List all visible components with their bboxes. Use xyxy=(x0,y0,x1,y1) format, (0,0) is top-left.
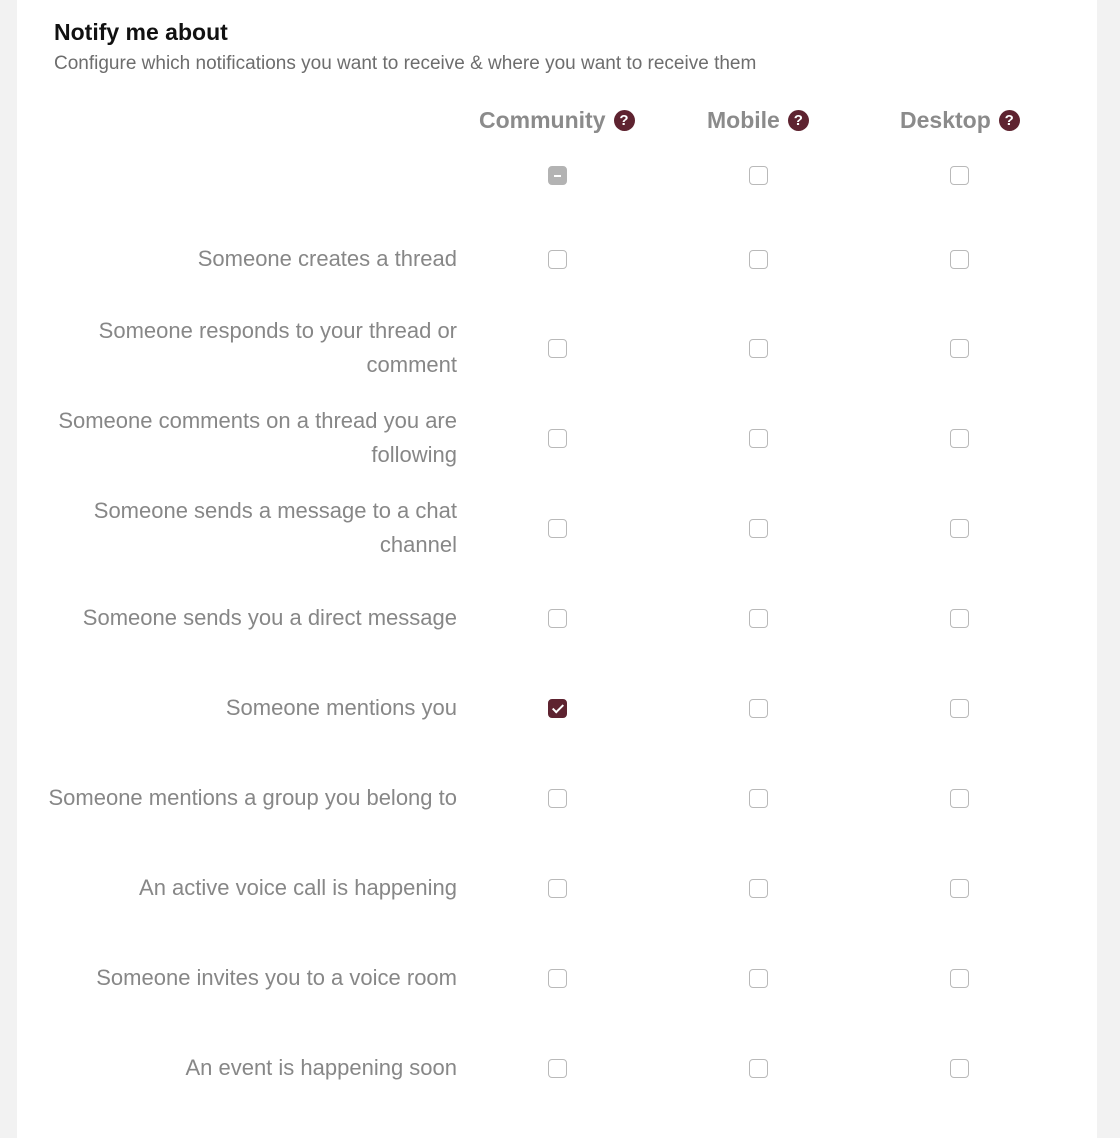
notification-community-checkbox[interactable] xyxy=(548,1059,567,1078)
notification-mobile-checkbox[interactable] xyxy=(749,519,768,538)
notification-settings-panel xyxy=(17,0,1097,1138)
notification-mobile-checkbox[interactable] xyxy=(749,699,768,718)
notification-desktop-checkbox[interactable] xyxy=(950,1059,969,1078)
select-all-desktop-checkbox[interactable] xyxy=(950,166,969,185)
notification-row-label: Someone mentions you xyxy=(225,695,457,720)
notification-desktop-checkbox[interactable] xyxy=(950,969,969,988)
section-subtitle: Configure which notifications you want to receive & where you want to receive them xyxy=(54,53,757,74)
notification-community-checkbox[interactable] xyxy=(548,969,567,988)
notification-mobile-checkbox[interactable] xyxy=(749,969,768,988)
notification-desktop-checkbox[interactable] xyxy=(950,519,969,538)
column-header-community xyxy=(479,107,635,134)
notification-row-label: Someone creates a thread xyxy=(197,246,457,271)
notification-desktop-checkbox[interactable] xyxy=(950,339,969,358)
notification-desktop-checkbox[interactable] xyxy=(950,250,969,269)
column-header-desktop xyxy=(900,107,1020,134)
notification-mobile-checkbox[interactable] xyxy=(749,339,768,358)
notification-community-checkbox[interactable] xyxy=(548,609,567,628)
notification-desktop-checkbox[interactable] xyxy=(950,789,969,808)
notification-row-label: Someone sends you a direct message xyxy=(82,605,457,630)
select-all-mobile-checkbox[interactable] xyxy=(749,166,768,185)
notification-desktop-checkbox[interactable] xyxy=(950,429,969,448)
notification-mobile-checkbox[interactable] xyxy=(749,250,768,269)
notification-desktop-checkbox[interactable] xyxy=(950,609,969,628)
notification-mobile-checkbox[interactable] xyxy=(749,1059,768,1078)
notification-mobile-checkbox[interactable] xyxy=(749,609,768,628)
help-icon[interactable]: ? xyxy=(999,110,1020,131)
notification-community-checkbox[interactable] xyxy=(548,699,567,718)
notification-row-label: Someone mentions a group you belong to xyxy=(48,785,457,810)
notification-community-checkbox[interactable] xyxy=(548,789,567,808)
notification-mobile-checkbox[interactable] xyxy=(749,429,768,448)
section-title: Notify me about xyxy=(54,19,228,45)
notification-community-checkbox[interactable] xyxy=(548,250,567,269)
help-icon[interactable]: ? xyxy=(614,110,635,131)
notification-row-label: Someone invites you to a voice room xyxy=(96,965,457,990)
notification-row-label: Someone responds to your thread or comment xyxy=(98,318,457,377)
column-header-label: Mobile xyxy=(707,107,780,133)
notification-community-checkbox[interactable] xyxy=(548,519,567,538)
column-header-label: Community xyxy=(479,107,606,133)
notification-row-label: Someone sends a message to a chat channel xyxy=(93,498,457,557)
notification-desktop-checkbox[interactable] xyxy=(950,879,969,898)
notification-community-checkbox[interactable] xyxy=(548,429,567,448)
notification-community-checkbox[interactable] xyxy=(548,879,567,898)
help-icon[interactable]: ? xyxy=(788,110,809,131)
column-header-mobile xyxy=(707,107,809,134)
notification-desktop-checkbox[interactable] xyxy=(950,699,969,718)
notification-mobile-checkbox[interactable] xyxy=(749,879,768,898)
notification-row-label: An event is happening soon xyxy=(185,1055,457,1080)
notification-community-checkbox[interactable] xyxy=(548,339,567,358)
column-header-label: Desktop xyxy=(900,107,991,133)
notification-row-label: Someone comments on a thread you are following xyxy=(58,408,457,467)
notification-mobile-checkbox[interactable] xyxy=(749,789,768,808)
notification-row-label: An active voice call is happening xyxy=(139,875,457,900)
select-all-community-checkbox[interactable] xyxy=(548,166,567,185)
